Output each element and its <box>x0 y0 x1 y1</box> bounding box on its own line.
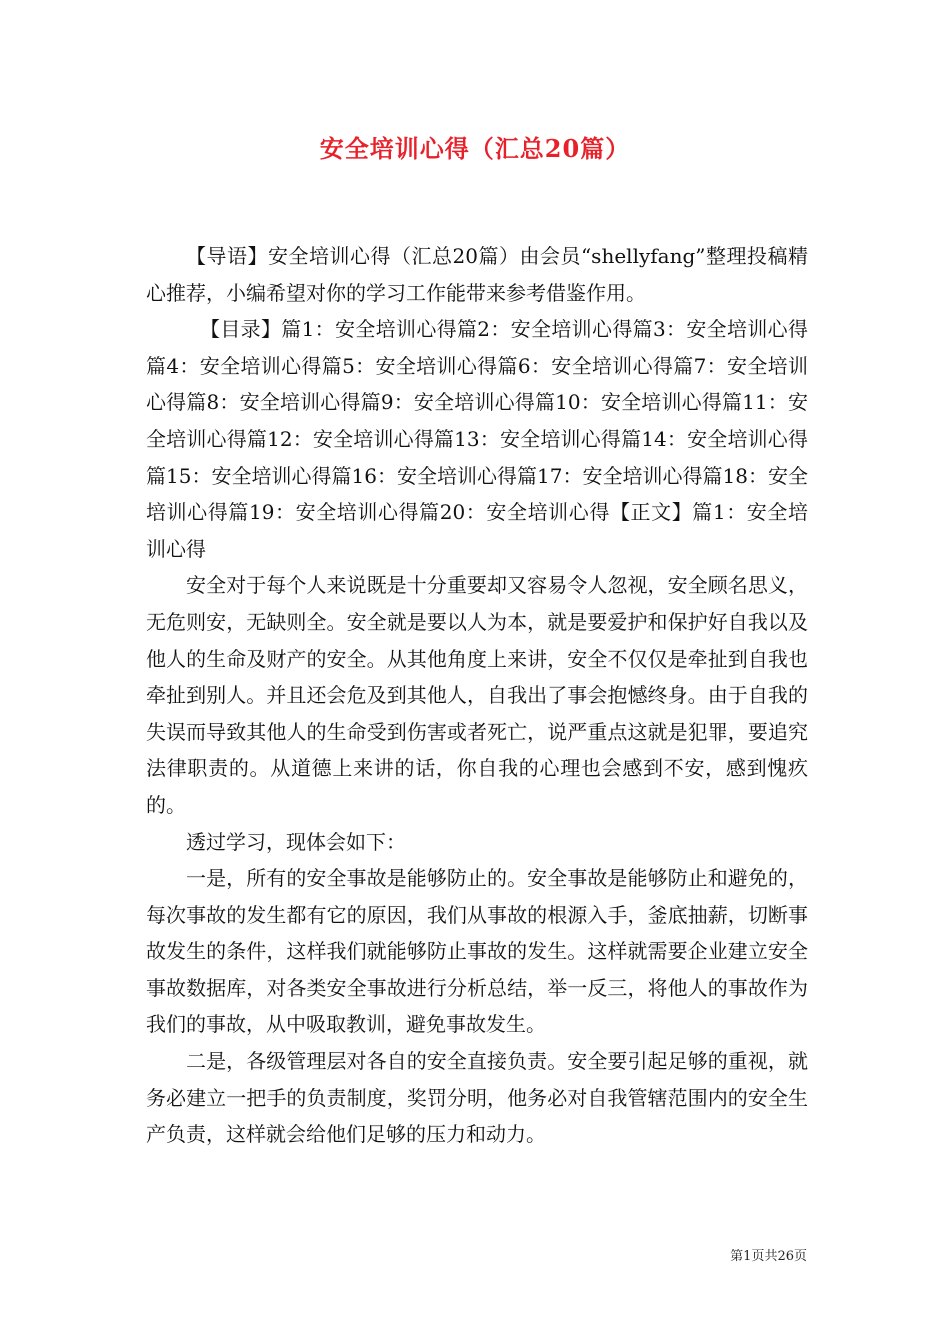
body-paragraph-4: 二是，各级管理层对各自的安全直接负责。安全要引起足够的重视，就务必建立一把手的负责制度，奖罚分明，他务必对自我管辖范围内的安全生产负责，这样就会给他们足够的压力和动力。 <box>146 1049 808 1147</box>
body-paragraph-2: 透过学习，现体会如下： <box>186 829 406 854</box>
document-title: 安全培训心得（汇总20篇） <box>319 134 631 163</box>
intro-paragraph: 【导语】安全培训心得（汇总20篇）由会员“shellyfang”整理投稿精心推荐，小编希望对你的学习工作能带来参考借鉴作用。 <box>146 244 808 305</box>
body-paragraph-3: 一是，所有的安全事故是能够防止的。安全事故是能够防止和避免的，每次事故的发生都有它的原因，我们从事故的根源入手，釜底抽薪，切断事故发生的条件，这样我们就能够防止事故的发生。这样就需要企业建立安全事故数据库，对各类安全事故进行分析总结，举一反三，将他人的事故作为我们的事故，从中吸取教训，避免事故发生。 <box>146 866 808 1037</box>
toc-paragraph: 【目录】篇1：安全培训心得篇2：安全培训心得篇3：安全培训心得篇4：安全培训心得篇5：安全培训心得篇6：安全培训心得篇7：安全培训心得篇8：安全培训心得篇9：安全培训心得篇10：安全培训心得篇11：安全培训心得篇12：安全培训心得篇13：安全培训心得篇14：安全培训心得篇15：安全培训心得篇16：安全培训心得篇17：安全培训心得篇18：安全培训心得篇19：安全培训心得篇20：安全培训心得【正文】篇1：安全培训心得 <box>146 317 808 561</box>
page-number-footer: 第1页共26页 <box>730 1249 807 1264</box>
document-body <box>146 238 808 1153</box>
body-paragraph-1: 安全对于每个人来说既是十分重要却又容易令人忽视，安全顾名思义，无危则安，无缺则全。安全就是要以人为本，就是要爱护和保护好自我以及他人的生命及财产的安全。从其他角度上来讲，安全不仅仅是牵扯到自我也牵扯到别人。并且还会危及到其他人，自我出了事会抱憾终身。由于自我的失误而导致其他人的生命受到伤害或者死亡，说严重点这就是犯罪，要追究法律职责的。从道德上来讲的话，你自我的心理也会感到不安，感到愧疚的。 <box>146 573 808 817</box>
